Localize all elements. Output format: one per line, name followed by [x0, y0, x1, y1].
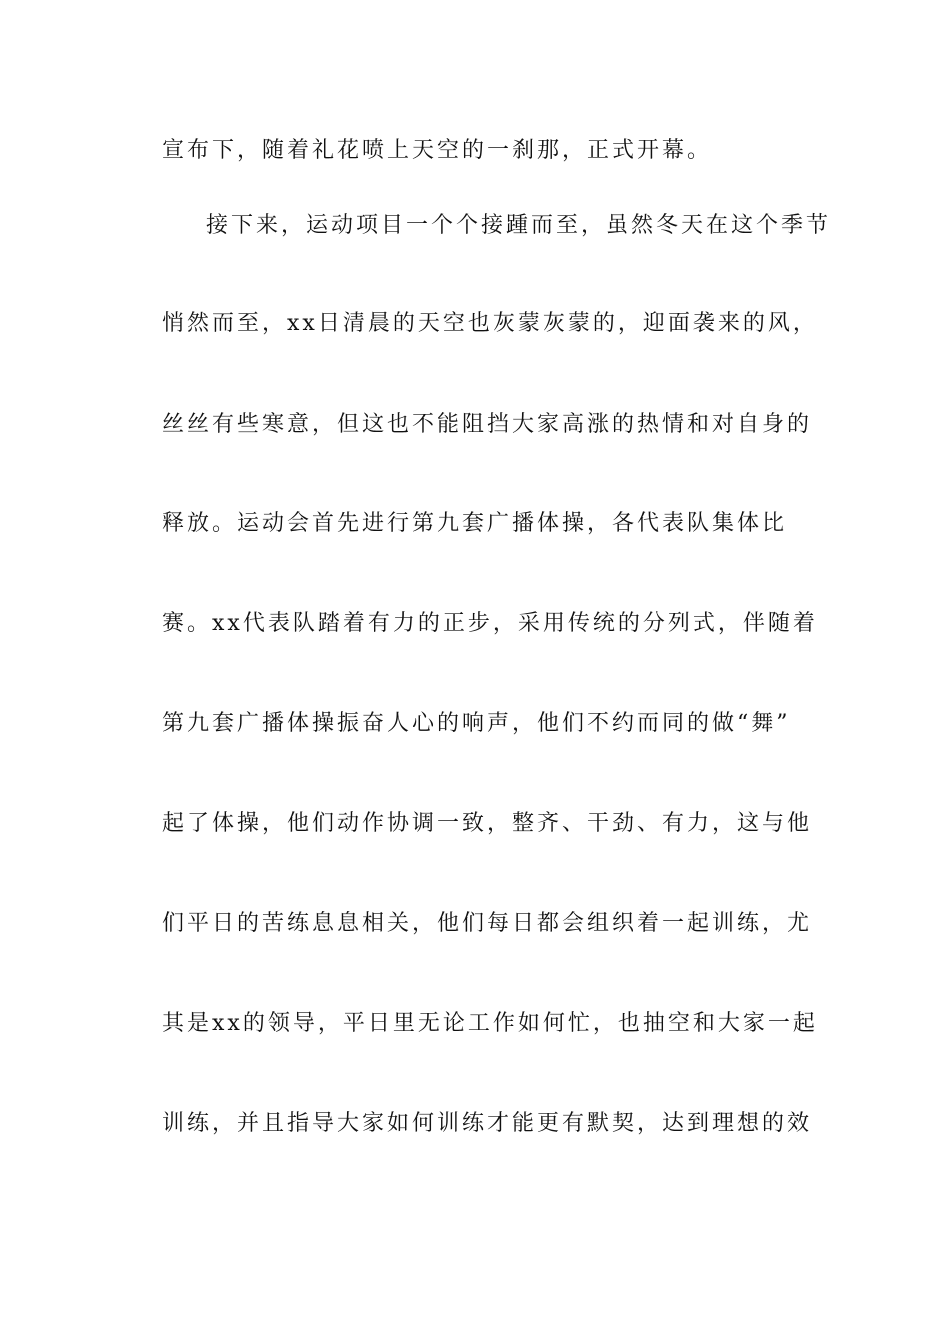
- text-line: 们平日的苦练息息相关，他们每日都会组织着一起训练，尤: [162, 911, 813, 936]
- text-line: 起了体操，他们动作协调一致，整齐、干劲、有力，这与他: [162, 811, 813, 836]
- text-line: 丝丝有些寒意，但这也不能阻挡大家高涨的热情和对自身的: [162, 412, 813, 437]
- text-line: 悄然而至，xx日清晨的天空也灰蒙灰蒙的，迎面袭来的风，: [162, 311, 818, 336]
- text-line: 第九套广播体操振奋人心的响声，他们不约而同的做“舞”: [162, 711, 791, 736]
- text-line: 其是xx的领导，平日里无论工作如何忙，也抽空和大家一起: [162, 1011, 818, 1036]
- paragraph-start-line: 接下来，运动项目一个个接踵而至，虽然冬天在这个季节: [206, 213, 832, 238]
- text-line: 释放。运动会首先进行第九套广播体操，各代表队集体比: [162, 511, 788, 536]
- text-line: 训练，并且指导大家如何训练才能更有默契，达到理想的效: [162, 1111, 813, 1136]
- text-line: 赛。xx代表队踏着有力的正步，采用传统的分列式，伴随着: [162, 611, 818, 636]
- text-line: 宣布下，随着礼花喷上天空的一刹那，正式开幕。: [162, 138, 713, 163]
